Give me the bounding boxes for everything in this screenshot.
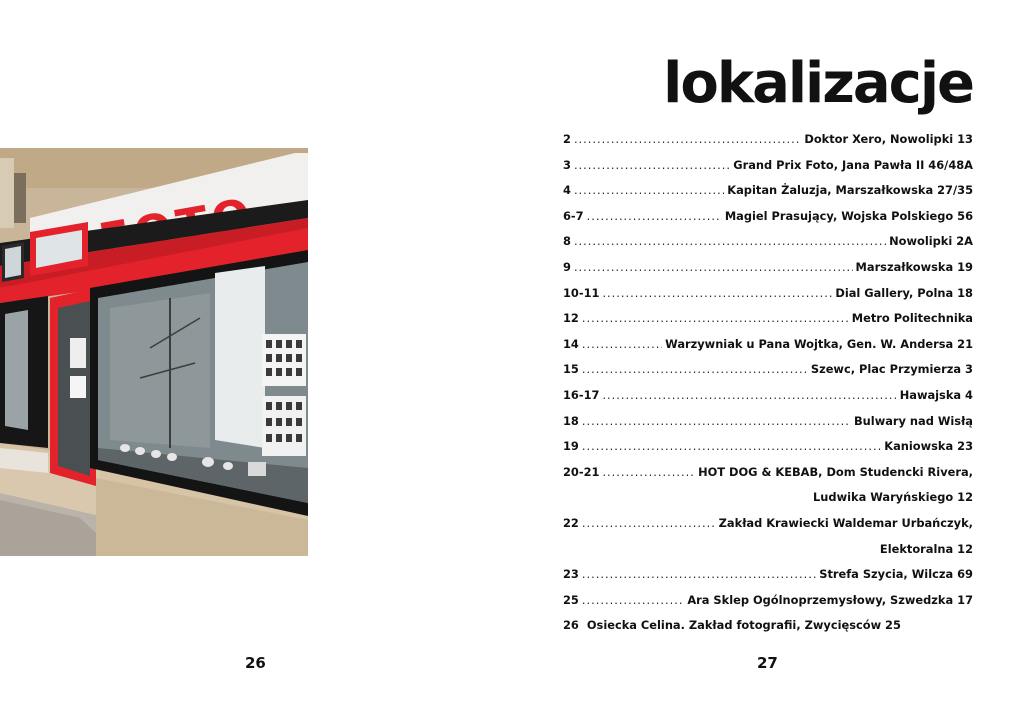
toc-leader-dots xyxy=(582,306,849,332)
toc-page-number: 18 xyxy=(563,413,579,428)
toc-row xyxy=(563,383,973,409)
toc-page-number: 10-11 xyxy=(563,285,600,300)
toc-row xyxy=(563,281,973,307)
toc-entry-title: Dial Gallery, Polna 18 xyxy=(835,285,973,300)
toc-page-number: 6-7 xyxy=(563,208,584,223)
toc-row xyxy=(563,511,973,537)
toc-row xyxy=(563,332,973,358)
page-number-right: 27 xyxy=(757,654,778,672)
toc-row xyxy=(563,537,973,563)
toc-page-number: 15 xyxy=(563,362,579,377)
toc-row xyxy=(563,306,973,332)
toc-row xyxy=(563,434,973,460)
toc-entry-title: Hawajska 4 xyxy=(899,387,973,402)
toc-row xyxy=(563,613,973,639)
toc-page-number: 2 xyxy=(563,132,571,146)
toc-row xyxy=(563,562,973,588)
toc-leader-dots xyxy=(582,434,881,460)
toc-entry-title: Warzywniak u Pana Wojtka, Gen. W. Andersa 21 xyxy=(665,336,973,351)
toc-entry-title: Kaniowska 23 xyxy=(884,439,973,454)
page-title: lokalizacje xyxy=(663,51,973,116)
toc-row xyxy=(563,588,973,614)
toc-entry-title: Metro Politechnika xyxy=(851,311,973,326)
toc-row xyxy=(563,204,973,230)
toc-leader-dots xyxy=(602,460,695,486)
toc-page-number: 25 xyxy=(563,592,579,607)
toc-leader-dots xyxy=(602,281,832,307)
toc-row xyxy=(563,153,973,179)
toc-page-number: 20-21 xyxy=(563,464,600,479)
toc-page-number: 8 xyxy=(563,234,571,249)
storefront-photo xyxy=(0,148,308,556)
toc-entry-continuation: Elektoralna 12 xyxy=(879,541,973,556)
toc-leader-dots xyxy=(582,588,684,614)
toc-row xyxy=(563,485,973,511)
toc-leader-dots xyxy=(582,511,716,537)
toc-entry-title: Doktor Xero, Nowolipki 13 xyxy=(804,132,973,146)
toc-leader-dots xyxy=(574,178,724,204)
toc-entry-title: Ara Sklep Ogólnoprzemysłowy, Szwedzka 17 xyxy=(687,592,973,607)
page-number-left: 26 xyxy=(245,654,266,672)
toc-entry-title: Strefa Szycia, Wilcza 69 xyxy=(819,567,973,582)
toc-entry-title: Nowolipki 2A xyxy=(889,234,973,249)
toc-page-number: 4 xyxy=(563,183,571,198)
toc-page-number: 3 xyxy=(563,157,571,172)
toc-leader-dots xyxy=(587,204,722,230)
toc-row xyxy=(563,357,973,383)
toc-entry-title: Magiel Prasujący, Wojska Polskiego 56 xyxy=(724,208,973,223)
toc-entry-continuation: Ludwika Waryńskiego 12 xyxy=(813,490,973,505)
toc-leader-dots xyxy=(574,127,801,153)
toc-entry-title: Grand Prix Foto, Jana Pawła II 46/48A xyxy=(733,157,973,172)
toc-row xyxy=(563,229,973,255)
toc-page-number: 9 xyxy=(563,259,571,274)
toc-page-number: 22 xyxy=(563,515,579,530)
toc-page-number: 19 xyxy=(563,439,579,454)
toc-leader-dots xyxy=(574,229,886,255)
toc-leader-dots xyxy=(574,255,853,281)
toc-page-number: 12 xyxy=(563,311,579,326)
toc-page-number: 14 xyxy=(563,336,579,351)
toc-row xyxy=(563,127,973,153)
toc-entry-title: Kapitan Żaluzja, Marszałkowska 27/35 xyxy=(727,183,973,198)
toc-leader-dots xyxy=(582,562,816,588)
toc-entry-title: Marszałkowska 19 xyxy=(855,259,973,274)
toc-leader-dots xyxy=(582,409,851,435)
toc-entry-title: Szewc, Plac Przymierza 3 xyxy=(810,362,973,377)
toc-row xyxy=(563,255,973,281)
toc-leader-dots xyxy=(582,357,808,383)
toc-entry-title: HOT DOG & KEBAB, Dom Studencki Rivera, xyxy=(698,464,973,479)
toc-page-number: 26 xyxy=(563,618,579,633)
toc-entry-title: Bulwary nad Wisłą xyxy=(854,413,973,428)
toc-leader-dots xyxy=(582,332,662,358)
toc-leader-dots xyxy=(574,153,730,179)
toc-entry-title: Zakład Krawiecki Waldemar Urbańczyk, xyxy=(718,515,973,530)
toc-row xyxy=(563,178,973,204)
toc-entry-title: Osiecka Celina. Zakład fotografii, Zwycięsców 25 xyxy=(586,618,901,633)
toc-leader-dots xyxy=(602,383,896,409)
toc-page-number: 16-17 xyxy=(563,387,600,402)
table-of-contents xyxy=(563,127,973,639)
storefront-illustration xyxy=(0,148,308,556)
toc-page-number: 23 xyxy=(563,567,579,582)
toc-row xyxy=(563,409,973,435)
toc-row xyxy=(563,460,973,486)
